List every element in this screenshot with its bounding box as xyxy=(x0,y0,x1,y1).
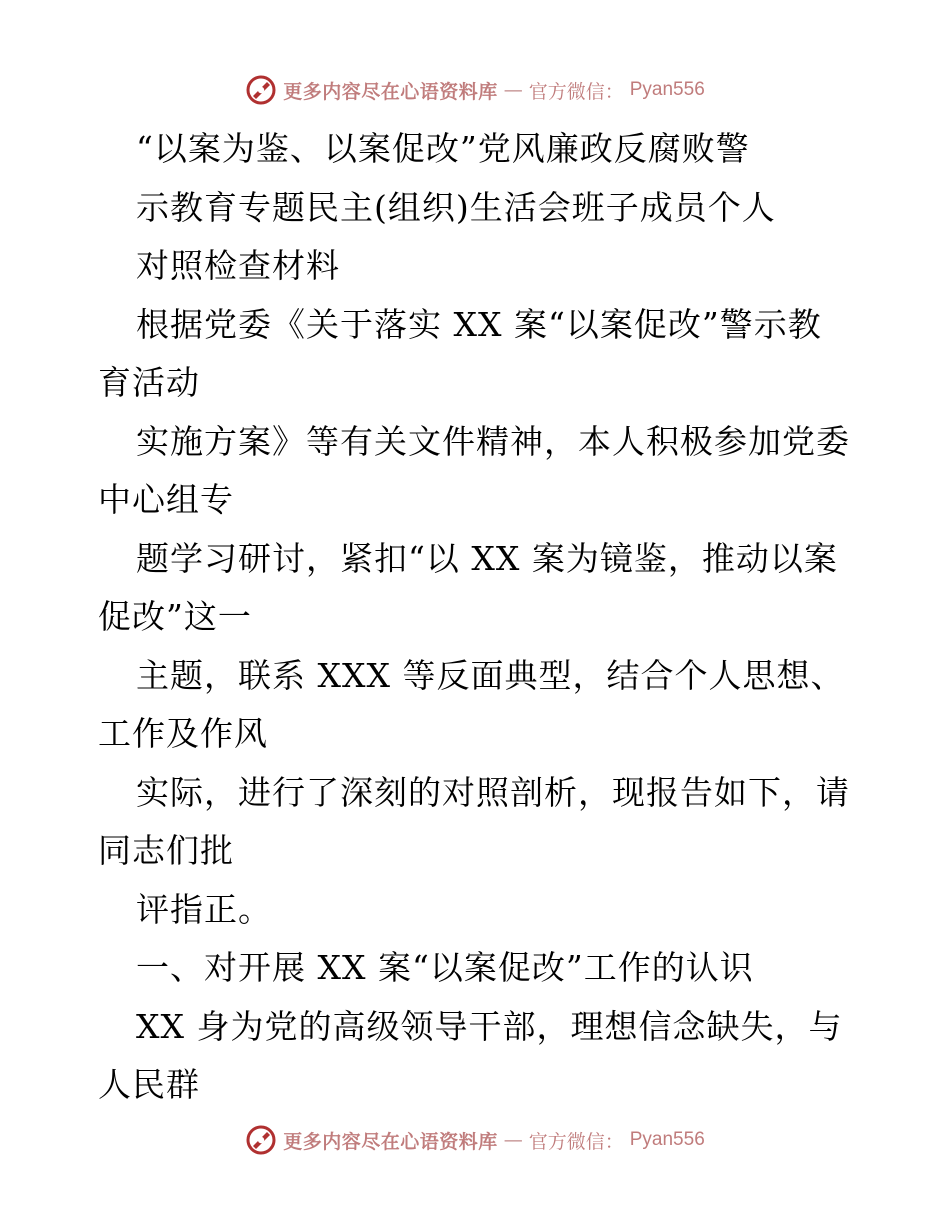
brand-logo-icon xyxy=(245,74,277,106)
body-line: 人民群 xyxy=(98,1065,200,1104)
banner-wechat-id: Pyan556 xyxy=(629,79,705,100)
body-line: 实际，进行了深刻的对照剖析，现报告如下，请 xyxy=(136,772,850,812)
banner-separator: — xyxy=(503,1129,523,1151)
banner-brand-text: 更多内容尽在心语资料库 xyxy=(283,1130,498,1153)
banner-wechat-label: 官方微信： xyxy=(528,1130,624,1153)
banner-brand-text: 更多内容尽在心语资料库 xyxy=(283,80,498,103)
brand-logo-icon xyxy=(245,1124,277,1156)
body-line: 实施方案》等有关文件精神，本人积极参加党委 xyxy=(136,421,850,461)
banner-separator: — xyxy=(503,79,523,101)
body-line: 中心组专 xyxy=(98,480,234,519)
title-line-1: “以案为鉴、以案促改”党风廉政反腐败警 xyxy=(136,129,750,168)
title-line-3: 对照检查材料 xyxy=(136,246,340,285)
body-line: 根据党委《关于落实 XX 案“以案促改”警示教 xyxy=(136,304,822,344)
body-line: XX 身为党的高级领导干部，理想信念缺失，与 xyxy=(136,1006,843,1046)
body-line: 评指正。 xyxy=(136,889,272,929)
body-line: 同志们批 xyxy=(98,831,234,870)
body-paragraphs xyxy=(98,296,858,1115)
banner-wechat-id: Pyan556 xyxy=(629,1129,705,1150)
body-line: 工作及作风 xyxy=(98,714,268,753)
body-line: 一、对开展 XX 案“以案促改”工作的认识 xyxy=(136,948,754,987)
footer-banner xyxy=(0,1120,950,1160)
body-line: 育活动 xyxy=(98,363,200,402)
header-banner xyxy=(0,70,950,110)
body-line: 主题，联系 XXX 等反面典型，结合个人思想、 xyxy=(136,655,845,695)
body-line: 题学习研讨，紧扣“以 XX 案为镜鉴，推动以案 xyxy=(136,538,838,578)
body-line: 促改”这一 xyxy=(98,597,252,636)
title-line-2: 示教育专题民主(组织)生活会班子成员个人 xyxy=(136,187,776,227)
document-body xyxy=(98,120,858,1115)
banner-wechat-label: 官方微信： xyxy=(528,80,624,103)
